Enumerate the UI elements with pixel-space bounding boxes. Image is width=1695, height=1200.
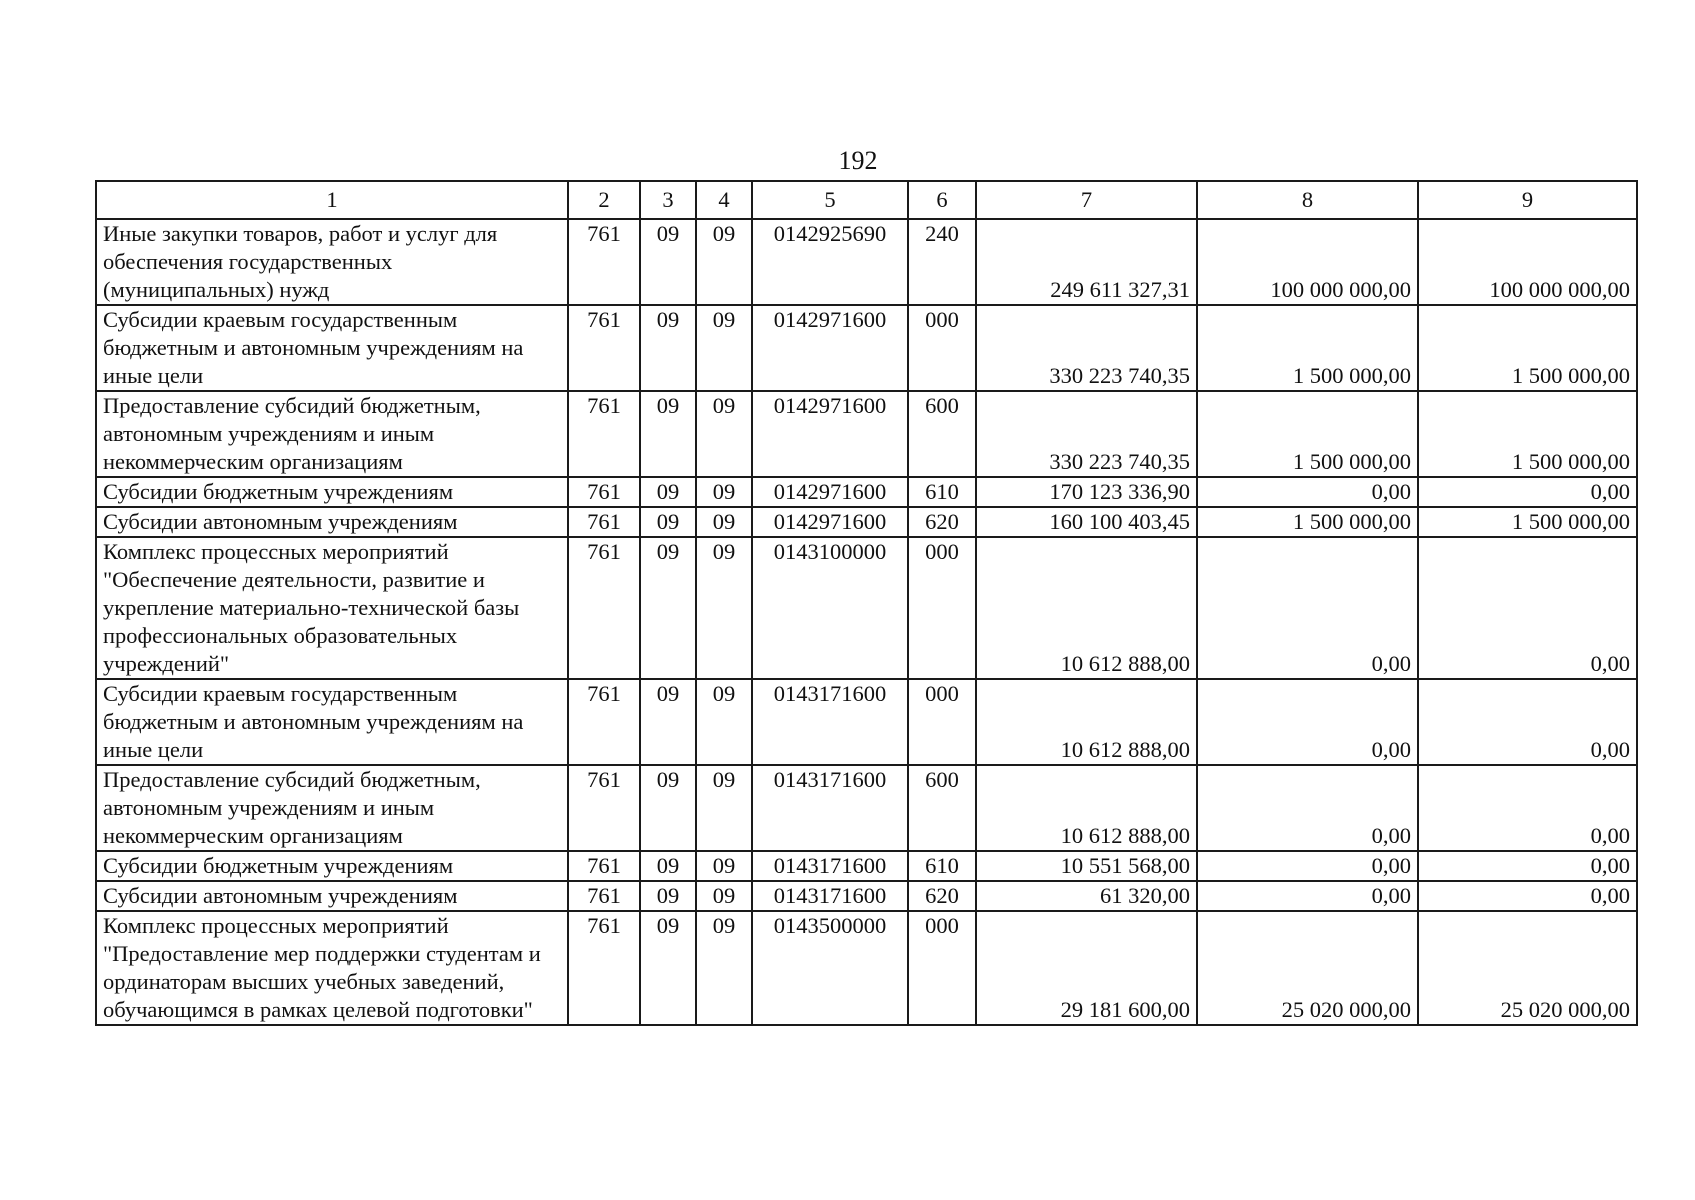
column-header: 7 (976, 181, 1197, 219)
row-name: Субсидии краевым государственным бюджетным и автономным учреждениям на иные цели (96, 679, 568, 765)
code-col-4: 09 (696, 881, 752, 911)
amount-col-7: 170 123 336,90 (976, 477, 1197, 507)
code-col-5: 0143171600 (752, 765, 908, 851)
code-col-6: 620 (908, 507, 976, 537)
amount-col-7: 61 320,00 (976, 881, 1197, 911)
code-col-3: 09 (640, 765, 696, 851)
amount-col-8: 100 000 000,00 (1197, 219, 1418, 305)
code-col-5: 0142971600 (752, 477, 908, 507)
code-col-6: 000 (908, 911, 976, 1025)
amount-col-9: 1 500 000,00 (1418, 391, 1637, 477)
amount-col-7: 160 100 403,45 (976, 507, 1197, 537)
code-col-4: 09 (696, 765, 752, 851)
code-col-3: 09 (640, 911, 696, 1025)
code-col-4: 09 (696, 679, 752, 765)
row-name: Предоставление субсидий бюджетным, автономным учреждениям и иным некоммерческим организациям (96, 765, 568, 851)
column-header: 1 (96, 181, 568, 219)
code-col-5: 0142925690 (752, 219, 908, 305)
code-col-5: 0143500000 (752, 911, 908, 1025)
header-row (96, 181, 1637, 219)
row-name: Субсидии бюджетным учреждениям (96, 851, 568, 881)
budget-table (95, 180, 1638, 1026)
table-row (96, 391, 1637, 477)
code-col-5: 0143171600 (752, 851, 908, 881)
row-name: Предоставление субсидий бюджетным, автономным учреждениям и иным некоммерческим организациям (96, 391, 568, 477)
table-row (96, 305, 1637, 391)
column-header: 9 (1418, 181, 1637, 219)
table-row (96, 911, 1637, 1025)
amount-col-9: 0,00 (1418, 537, 1637, 679)
code-col-5: 0143100000 (752, 537, 908, 679)
amount-col-7: 29 181 600,00 (976, 911, 1197, 1025)
amount-col-7: 10 612 888,00 (976, 765, 1197, 851)
code-col-4: 09 (696, 477, 752, 507)
code-col-5: 0143171600 (752, 679, 908, 765)
code-col-4: 09 (696, 851, 752, 881)
code-col-4: 09 (696, 507, 752, 537)
code-col-3: 09 (640, 507, 696, 537)
table-row (96, 765, 1637, 851)
code-col-2: 761 (568, 391, 640, 477)
code-col-3: 09 (640, 881, 696, 911)
amount-col-8: 1 500 000,00 (1197, 305, 1418, 391)
column-header: 2 (568, 181, 640, 219)
code-col-2: 761 (568, 881, 640, 911)
amount-col-8: 0,00 (1197, 679, 1418, 765)
table-row (96, 507, 1637, 537)
amount-col-9: 25 020 000,00 (1418, 911, 1637, 1025)
code-col-2: 761 (568, 219, 640, 305)
code-col-6: 600 (908, 765, 976, 851)
code-col-4: 09 (696, 219, 752, 305)
table-row (96, 679, 1637, 765)
row-name: Субсидии автономным учреждениям (96, 881, 568, 911)
amount-col-7: 10 612 888,00 (976, 537, 1197, 679)
amount-col-7: 10 612 888,00 (976, 679, 1197, 765)
code-col-6: 610 (908, 477, 976, 507)
amount-col-7: 249 611 327,31 (976, 219, 1197, 305)
amount-col-9: 100 000 000,00 (1418, 219, 1637, 305)
table-row (96, 537, 1637, 679)
column-header: 8 (1197, 181, 1418, 219)
amount-col-8: 0,00 (1197, 477, 1418, 507)
code-col-3: 09 (640, 477, 696, 507)
code-col-6: 000 (908, 679, 976, 765)
code-col-3: 09 (640, 851, 696, 881)
code-col-3: 09 (640, 219, 696, 305)
row-name: Субсидии бюджетным учреждениям (96, 477, 568, 507)
amount-col-8: 0,00 (1197, 765, 1418, 851)
code-col-2: 761 (568, 507, 640, 537)
amount-col-8: 0,00 (1197, 851, 1418, 881)
table-body (96, 219, 1637, 1025)
amount-col-9: 0,00 (1418, 679, 1637, 765)
code-col-4: 09 (696, 911, 752, 1025)
column-header: 6 (908, 181, 976, 219)
row-name: Комплекс процессных мероприятий "Обеспечение деятельности, развитие и укрепление материально-технической базы профессиональных образовательных учреждений" (96, 537, 568, 679)
amount-col-9: 1 500 000,00 (1418, 305, 1637, 391)
code-col-6: 240 (908, 219, 976, 305)
code-col-2: 761 (568, 765, 640, 851)
code-col-3: 09 (640, 305, 696, 391)
code-col-6: 600 (908, 391, 976, 477)
amount-col-7: 330 223 740,35 (976, 305, 1197, 391)
column-header: 4 (696, 181, 752, 219)
code-col-2: 761 (568, 679, 640, 765)
code-col-5: 0142971600 (752, 391, 908, 477)
amount-col-8: 0,00 (1197, 881, 1418, 911)
amount-col-7: 10 551 568,00 (976, 851, 1197, 881)
code-col-3: 09 (640, 391, 696, 477)
table-row (96, 851, 1637, 881)
code-col-6: 620 (908, 881, 976, 911)
amount-col-9: 1 500 000,00 (1418, 507, 1637, 537)
amount-col-9: 0,00 (1418, 765, 1637, 851)
amount-col-8: 1 500 000,00 (1197, 507, 1418, 537)
row-name: Иные закупки товаров, работ и услуг для обеспечения государственных (муниципальных) нужд (96, 219, 568, 305)
code-col-6: 610 (908, 851, 976, 881)
table-row (96, 881, 1637, 911)
code-col-5: 0143171600 (752, 881, 908, 911)
code-col-2: 761 (568, 305, 640, 391)
row-name: Комплекс процессных мероприятий "Предоставление мер поддержки студентам и ординаторам высших учебных заведений, обучающимся в рамках целевой подготовки" (96, 911, 568, 1025)
code-col-2: 761 (568, 537, 640, 679)
amount-col-7: 330 223 740,35 (976, 391, 1197, 477)
amount-col-9: 0,00 (1418, 477, 1637, 507)
code-col-5: 0142971600 (752, 507, 908, 537)
code-col-5: 0142971600 (752, 305, 908, 391)
code-col-2: 761 (568, 851, 640, 881)
code-col-2: 761 (568, 477, 640, 507)
row-name: Субсидии краевым государственным бюджетным и автономным учреждениям на иные цели (96, 305, 568, 391)
page-number: 192 (838, 146, 878, 175)
table-row (96, 477, 1637, 507)
code-col-4: 09 (696, 391, 752, 477)
code-col-6: 000 (908, 305, 976, 391)
code-col-4: 09 (696, 537, 752, 679)
amount-col-8: 0,00 (1197, 537, 1418, 679)
code-col-3: 09 (640, 679, 696, 765)
column-header: 5 (752, 181, 908, 219)
amount-col-8: 25 020 000,00 (1197, 911, 1418, 1025)
amount-col-9: 0,00 (1418, 851, 1637, 881)
amount-col-9: 0,00 (1418, 881, 1637, 911)
code-col-6: 000 (908, 537, 976, 679)
code-col-4: 09 (696, 305, 752, 391)
row-name: Субсидии автономным учреждениям (96, 507, 568, 537)
column-header: 3 (640, 181, 696, 219)
code-col-3: 09 (640, 537, 696, 679)
table-row (96, 219, 1637, 305)
code-col-2: 761 (568, 911, 640, 1025)
amount-col-8: 1 500 000,00 (1197, 391, 1418, 477)
